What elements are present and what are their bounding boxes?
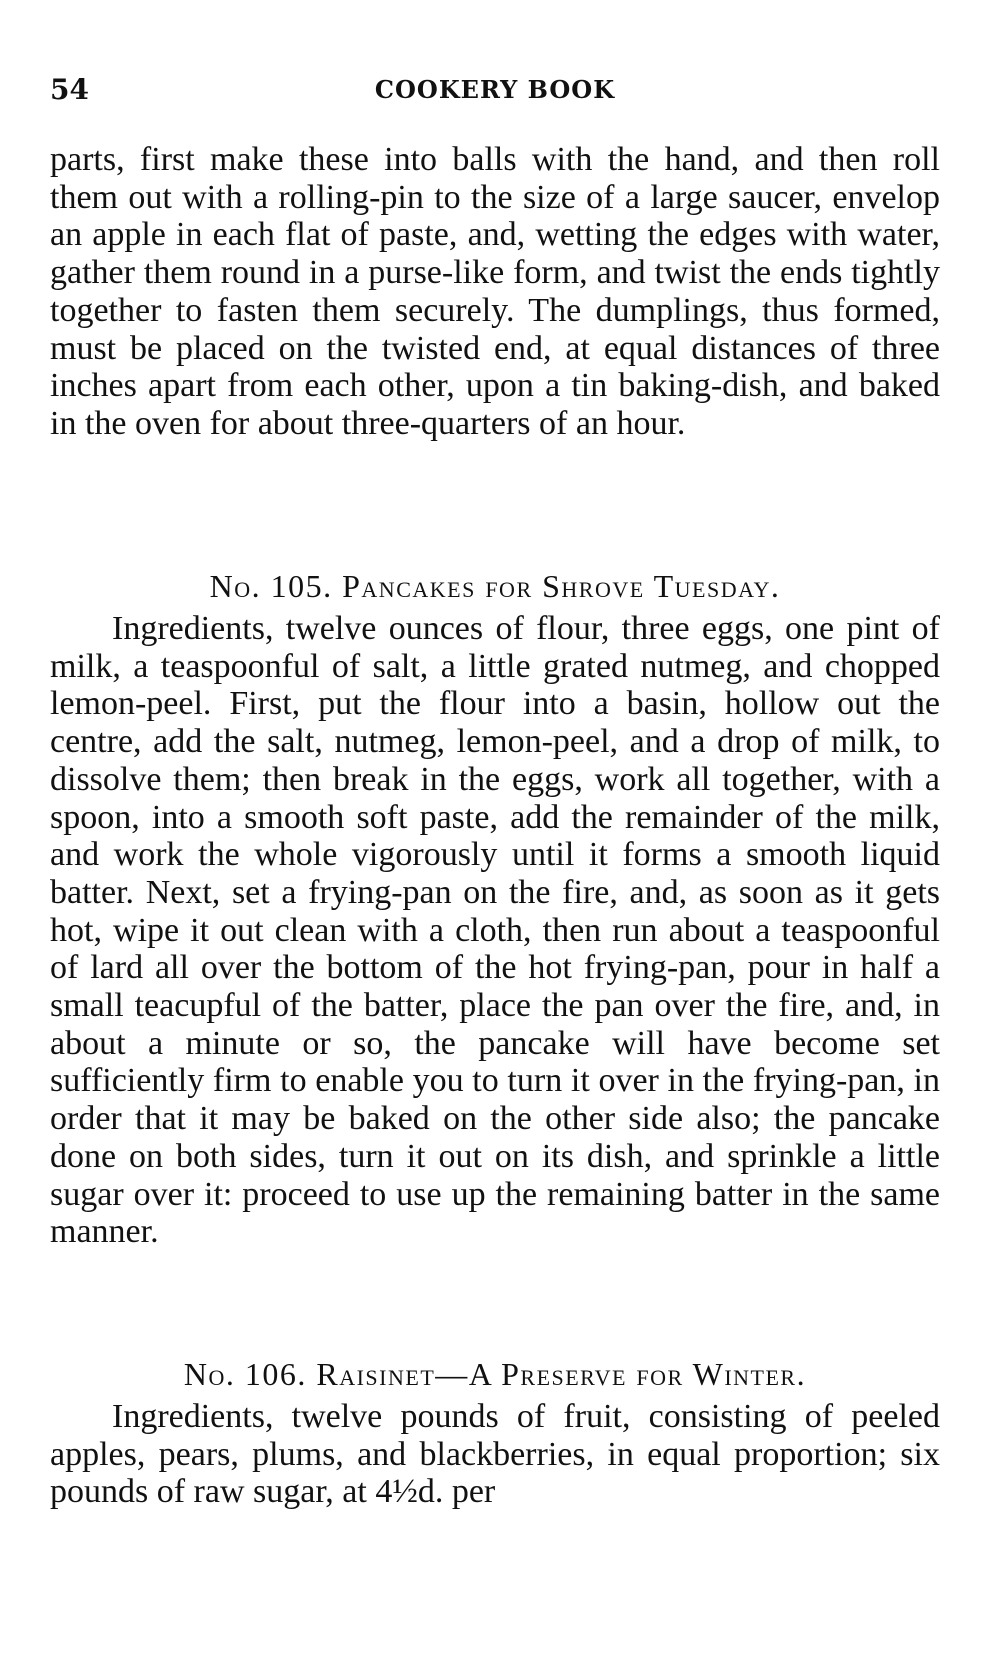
recipe-paragraph-106: Ingredients, twelve pounds of fruit, consisting of peeled apples, pears, plums, and blackberries, in equal proportion; six pounds of raw sugar, at 4½d. per [50, 1398, 940, 1511]
recipe-paragraph-105: Ingredients, twelve ounces of flour, three eggs, one pint of milk, a teaspoonful of salt, a little grated nutmeg, and chopped lemon-peel. First, put the flour into a basin, hollow out the centre, add the salt, nutmeg, lemon-peel, and a drop of milk, to dissolve them; then break in the eggs, work all together, with a spoon, into a smooth soft paste, add the remainder of the milk, and work the whole vigorously until it forms a smooth liquid batter. Next, set a frying-pan on the fire, and, as soon as it gets hot, wipe it out clean with a cloth, then run about a teaspoonful of lard all over the bottom of the hot frying-pan, pour in half a small teacupful of the batter, place the pan over the fire, and, in about a minute or so, the pancake will have become set sufficiently firm to enable you to turn it over in the frying-pan, in order that it may be baked on the other side also; the pancake done on both sides, turn it out on its dish, and sprinkle a little sugar over it: proceed to use up the remaining batter in the same manner. [50, 610, 940, 1251]
recipe-heading-105: No. 105. Pancakes for Shrove Tuesday. [209, 568, 781, 604]
recipe-heading-106: No. 106. Raisinet—A Preserve for Winter. [183, 1356, 807, 1392]
intro-paragraph: parts, first make these into balls with the hand, and then roll them out with a rolling-pin to the size of a large saucer, envelop an apple in each flat of paste, and, wetting the edges with water, gather them round in a purse-like form, and twist the ends tightly together to fasten them securely. The dumplings, thus formed, must be placed on the twisted end, at equal distances of three inches apart from each other, upon a tin baking-dish, and baked in the oven for about three-quarters of an hour. [50, 141, 940, 442]
running-head [50, 70, 940, 110]
page-number: 54 [50, 73, 89, 106]
book-title: COOKERY BOOK [374, 75, 616, 104]
